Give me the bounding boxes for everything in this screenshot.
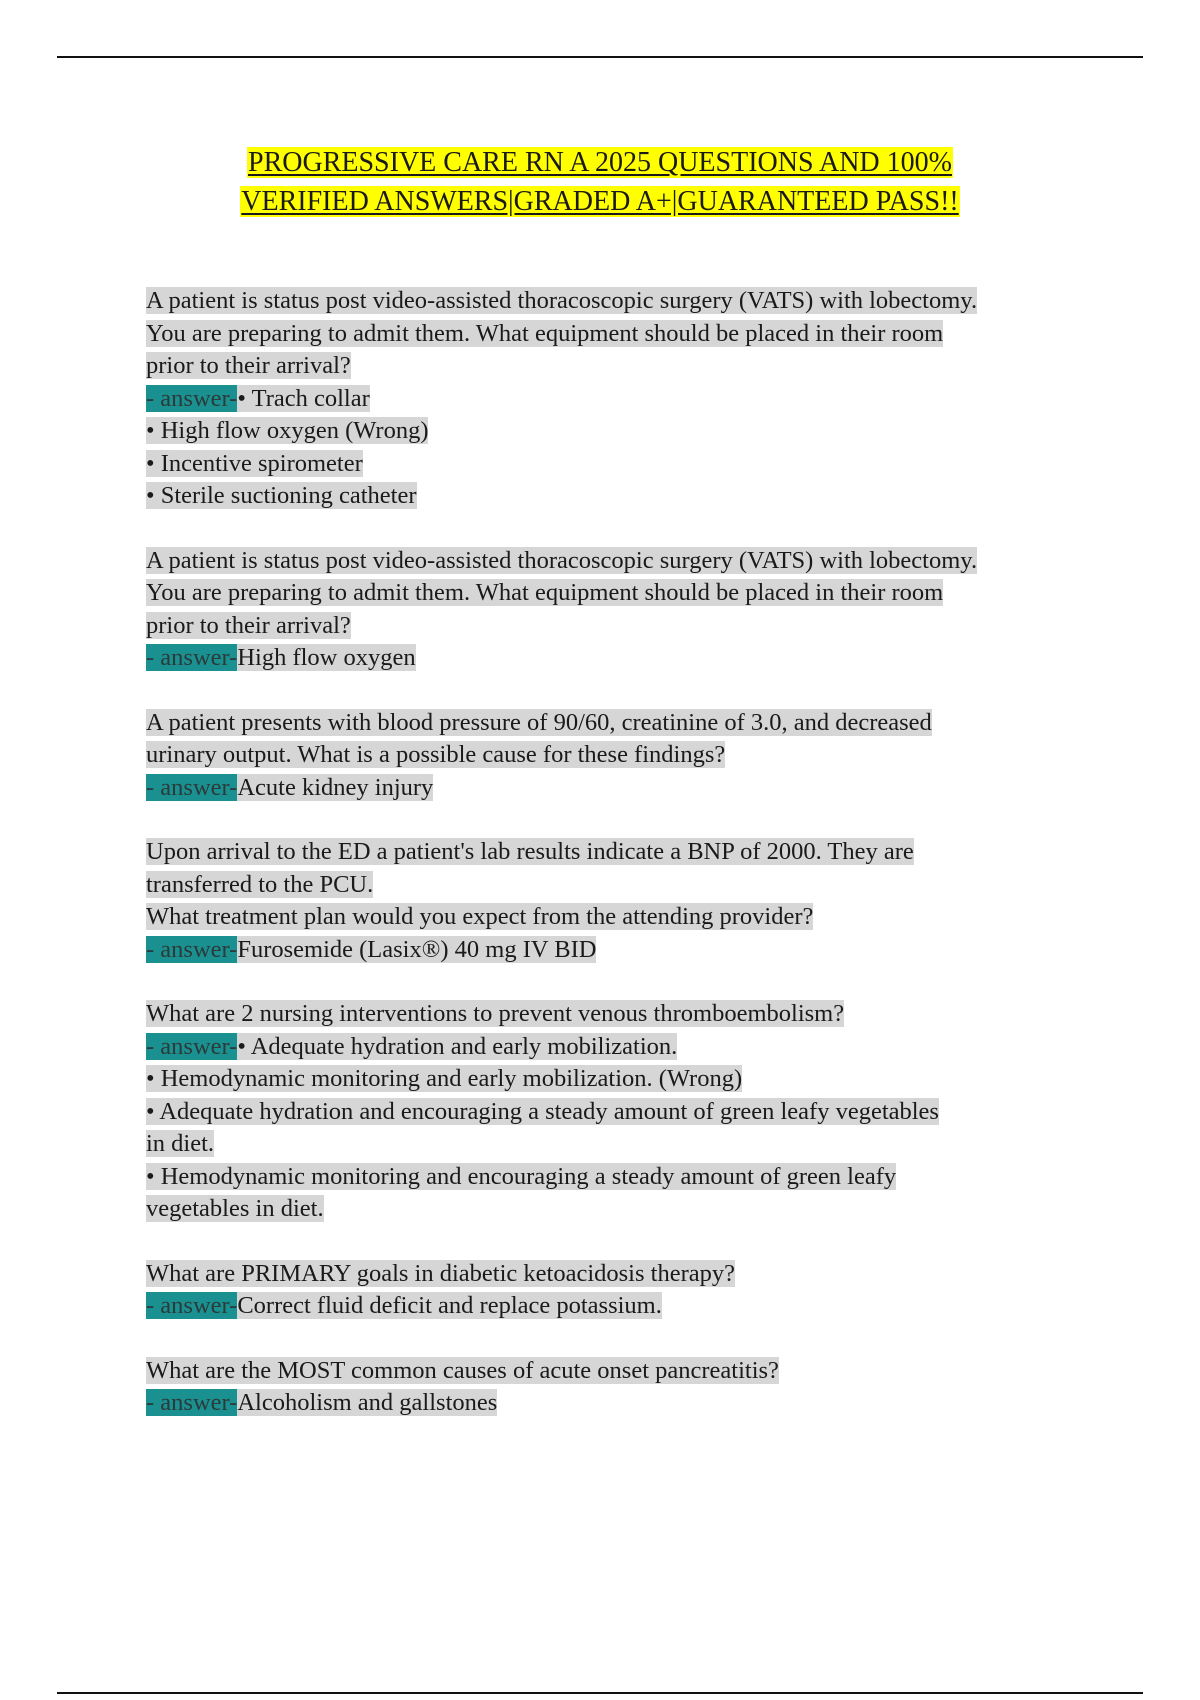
question-text: urinary output. What is a possible cause for these findings?	[146, 741, 726, 768]
answer-option-text: vegetables in diet.	[146, 1195, 324, 1222]
question-text: You are preparing to admit them. What equipment should be placed in their room	[146, 579, 944, 606]
qa-item	[146, 545, 1091, 675]
qa-item	[146, 1355, 1091, 1420]
answer-text: Furosemide (Lasix®) 40 mg IV BID	[237, 935, 597, 963]
question-line	[146, 350, 1091, 383]
question-line	[146, 610, 1091, 643]
question-text: What are PRIMARY goals in diabetic ketoacidosis therapy?	[146, 1259, 735, 1287]
answer-text: Acute kidney injury	[237, 773, 434, 801]
answer-label: - answer-	[146, 384, 238, 412]
question-line	[146, 577, 1091, 610]
answer-option-line	[146, 415, 1091, 448]
answer-line	[146, 642, 1091, 675]
question-line	[146, 998, 1091, 1031]
answer-option-line	[146, 1096, 1091, 1129]
answer-text: • Adequate hydration and early mobilization.	[237, 1032, 678, 1060]
question-text: What treatment plan would you expect from the attending provider?	[146, 903, 814, 930]
answer-line	[146, 934, 1091, 967]
question-text: transferred to the PCU.	[146, 870, 374, 898]
answer-line	[146, 1031, 1091, 1064]
document-title	[0, 143, 1200, 221]
question-text: A patient is status post video-assisted thoracoscopic surgery (VATS) with lobectomy.	[146, 546, 978, 574]
answer-option-line	[146, 1193, 1091, 1226]
question-line	[146, 318, 1091, 351]
answer-text: Alcoholism and gallstones	[237, 1389, 498, 1416]
question-line	[146, 1258, 1091, 1291]
title-line-2: VERIFIED ANSWERS|GRADED A+|GUARANTEED PASS!!	[241, 186, 959, 217]
answer-label: - answer-	[146, 935, 238, 963]
question-text: What are the MOST common causes of acute onset pancreatitis?	[146, 1356, 779, 1384]
answer-option-text: • Sterile suctioning catheter	[146, 482, 417, 509]
question-line	[146, 1355, 1091, 1388]
question-text: A patient presents with blood pressure of 90/60, creatinine of 3.0, and decreased	[146, 708, 932, 736]
question-line	[146, 869, 1091, 902]
qa-item	[146, 707, 1091, 805]
qa-item	[146, 998, 1091, 1226]
answer-option-text: • Hemodynamic monitoring and encouraging a steady amount of green leafy	[146, 1162, 897, 1190]
question-line	[146, 739, 1091, 772]
answer-option-text: • Incentive spirometer	[146, 449, 363, 477]
question-text: You are preparing to admit them. What equipment should be placed in their room	[146, 319, 944, 347]
question-line	[146, 285, 1091, 318]
answer-option-line	[146, 1161, 1091, 1194]
answer-label: - answer-	[146, 1032, 238, 1060]
answer-option-line	[146, 1063, 1091, 1096]
title-line-1: PROGRESSIVE CARE RN A 2025 QUESTIONS AND 100%	[248, 147, 952, 178]
answer-option-text: • Hemodynamic monitoring and early mobilization. (Wrong)	[146, 1065, 743, 1092]
answer-option-text: • Adequate hydration and encouraging a steady amount of green leafy vegetables	[146, 1097, 939, 1125]
answer-option-line	[146, 448, 1091, 481]
answer-line	[146, 383, 1091, 416]
answer-label: - answer-	[146, 1389, 238, 1416]
answer-text: Correct fluid deficit and replace potassium.	[237, 1292, 662, 1319]
qa-item	[146, 1258, 1091, 1323]
question-line	[146, 545, 1091, 578]
answer-line	[146, 1387, 1091, 1420]
answer-label: - answer-	[146, 1292, 238, 1319]
answer-option-line	[146, 1128, 1091, 1161]
qa-item	[146, 285, 1091, 513]
qa-list	[146, 285, 1091, 1452]
answer-label: - answer-	[146, 644, 238, 671]
answer-option-text: in diet.	[146, 1130, 215, 1157]
answer-text: High flow oxygen	[237, 644, 416, 671]
answer-line	[146, 1290, 1091, 1323]
header-rule	[57, 56, 1143, 58]
question-text: Upon arrival to the ED a patient's lab results indicate a BNP of 2000. They are	[146, 838, 914, 865]
question-line	[146, 707, 1091, 740]
question-text: prior to their arrival?	[146, 352, 351, 379]
question-line	[146, 901, 1091, 934]
question-text: A patient is status post video-assisted thoracoscopic surgery (VATS) with lobectomy.	[146, 287, 978, 314]
answer-line	[146, 772, 1091, 805]
question-text: What are 2 nursing interventions to prevent venous thromboembolism?	[146, 1000, 845, 1027]
question-text: prior to their arrival?	[146, 611, 351, 639]
answer-option-line	[146, 480, 1091, 513]
question-line	[146, 836, 1091, 869]
answer-label: - answer-	[146, 773, 238, 801]
answer-option-text: • High flow oxygen (Wrong)	[146, 417, 429, 444]
qa-item	[146, 836, 1091, 966]
footer-rule	[57, 1692, 1143, 1694]
answer-text: • Trach collar	[237, 384, 370, 412]
